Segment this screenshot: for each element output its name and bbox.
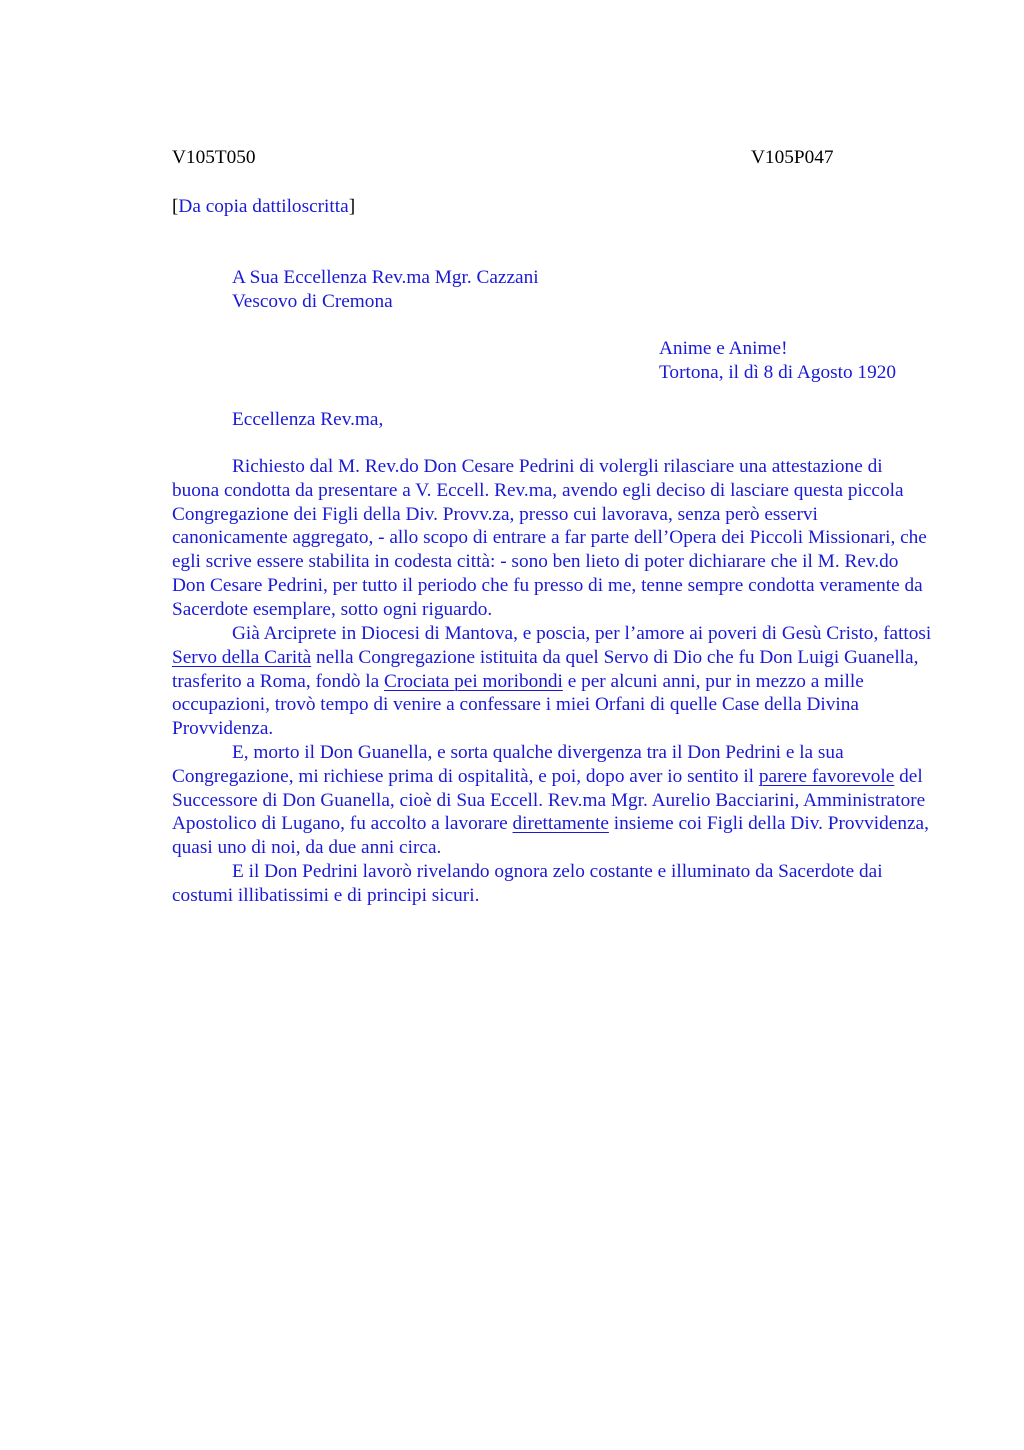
underlined-crociata-pei-moribondi: Crociata pei moribondi <box>384 670 563 692</box>
addressee-line-1: A Sua Eccellenza Rev.ma Mgr. Cazzani <box>232 267 539 288</box>
source-note-text: Da copia dattiloscritta <box>178 196 349 217</box>
body-paragraph-1-text: Richiesto dal M. Rev.do Don Cesare Pedrini di volergli rilasciare una attestazione di buona condotta da presentare a V. Eccell. Rev.ma, avendo egli deciso di lasciare questa piccola Congregazione dei Figli della Div. Provv.za, presso cui lavorava, senza però esservi canonicamente aggregato, - allo scopo di entrare a far parte dell’Opera dei Piccoli Missionari, che egli scrive essere stabilita in codesta città: - sono ben lieto di poter dichiarare che il M. Rev.do Don Cesare Pedrini, per tutto il periodo che fu presso di me, tenne sempre condotta veramente da Sacerdote esemplare, sotto ogni riguardo. <box>172 456 927 620</box>
dateline-motto: Anime e Anime! <box>659 338 788 359</box>
source-note-close-bracket: ] <box>348 196 356 217</box>
body-paragraph-2-text-a: Già Arciprete in Diocesi di Mantova, e poscia, per l’amore ai poveri di Gesù Cristo, fattosi <box>232 623 932 644</box>
document-code-left: V105T050 <box>172 147 256 168</box>
body-paragraph-3-text-c: insieme coi Figli della Div. Provvidenza, quasi uno di noi, da due anni circa. <box>172 813 929 859</box>
body-paragraph-3-text-b: del Successore di Don Guanella, cioè di Sua Eccell. Rev.ma Mgr. Aurelio Bacciarini, Amministratore Apostolico di Lugano, fu accolto a lavorare <box>172 765 926 835</box>
body-paragraph-2 <box>172 622 932 741</box>
body-paragraph-4-text: E il Don Pedrini lavorò rivelando ognora zelo costante e illuminato da Sacerdote dai costumi illibatissimi e di principi sicuri. <box>172 861 883 906</box>
addressee-line-2: Vescovo di Cremona <box>232 291 393 312</box>
body-paragraph-3 <box>172 741 932 860</box>
salutation: Eccellenza Rev.ma, <box>232 409 384 430</box>
body-paragraph-3-text-a: E, morto il Don Guanella, e sorta qualche divergenza tra il Don Pedrini e la sua Congregazione, mi richiese prima di ospitalità, e poi, dopo aver io sentito il <box>172 742 844 787</box>
body-paragraph-2-text-c: e per alcuni anni, pur in mezzo a mille occupazioni, trovò tempo di venire a confessare i miei Orfani di quelle Case della Divina Provvidenza. <box>172 670 864 740</box>
dateline-place-date: Tortona, il dì 8 di Agosto 1920 <box>659 362 896 383</box>
document-code-right: V105P047 <box>751 147 834 168</box>
source-note-open-bracket: [ <box>172 196 179 217</box>
body-paragraph-2-text-b: nella Congregazione istituita da quel Servo di Dio che fu Don Luigi Guanella, trasferito a Roma, fondò la <box>172 646 919 692</box>
underlined-parere-favorevole: parere favorevole <box>758 765 895 787</box>
underlined-direttamente: direttamente <box>512 813 609 835</box>
source-note <box>172 195 355 219</box>
body-paragraph-4 <box>172 860 932 908</box>
underlined-servo-della-carita: Servo della Carità <box>172 646 312 668</box>
body-paragraph-1 <box>172 455 932 622</box>
